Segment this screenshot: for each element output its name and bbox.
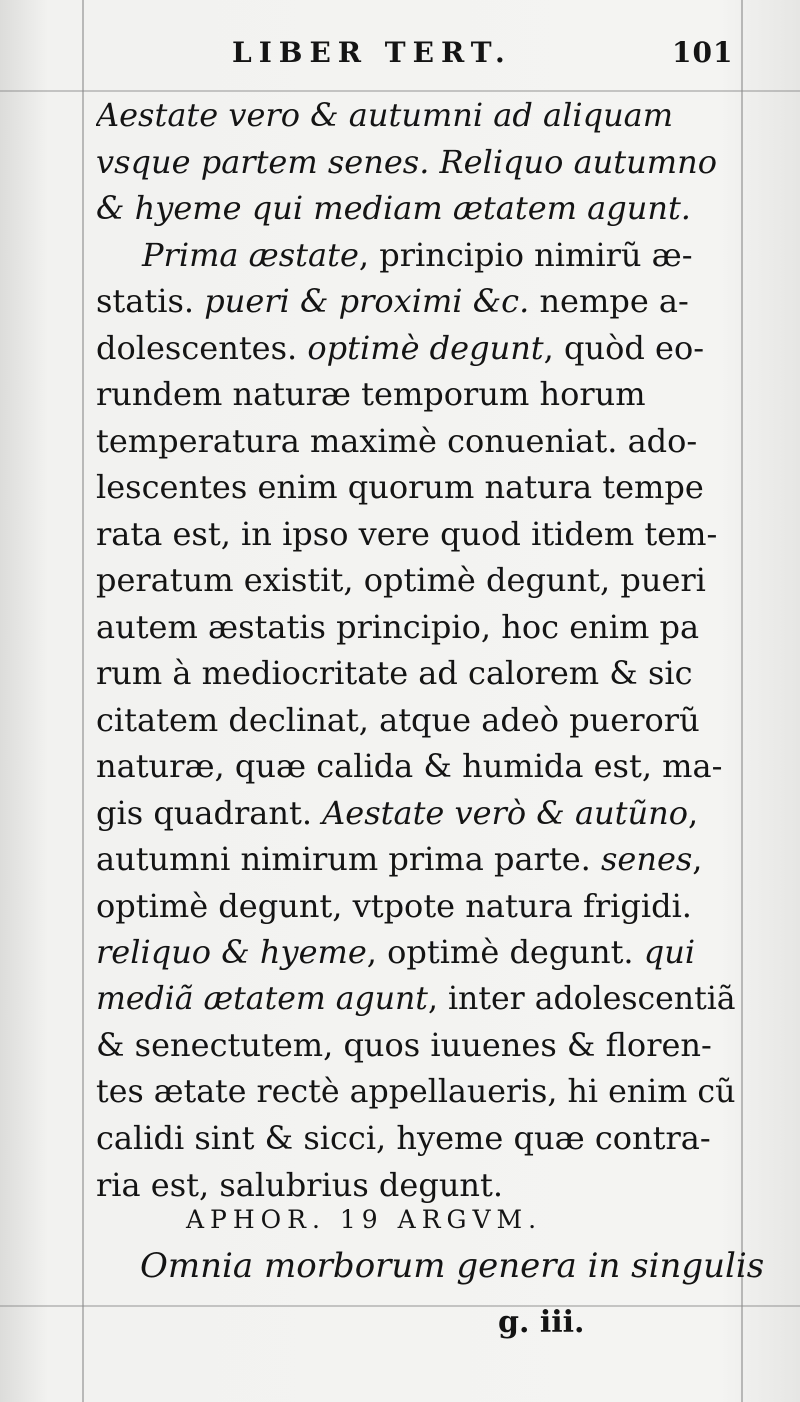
text-line (96, 464, 736, 511)
text-line (96, 697, 736, 744)
page-number: 101 (672, 36, 734, 69)
roman-segment: autumni nimirum prima parte. (96, 840, 601, 878)
italic-segment: Aestate verò & autũno (322, 793, 688, 832)
roman-segment: gis quadrant. (96, 793, 323, 832)
text-line (96, 743, 736, 790)
roman-segment: statis. (96, 282, 205, 320)
roman-segment: , optimè degunt. (366, 933, 644, 971)
text-line (96, 325, 736, 372)
roman-segment: autem æstatis principio, hoc enim pa (96, 607, 700, 646)
text-line (96, 883, 736, 930)
roman-segment: calidi sint & sicci, hyeme quæ contra- (96, 1119, 711, 1157)
italic-segment: Aestate vero & autumni ad aliquam (96, 96, 674, 134)
ruled-guide-left (82, 0, 84, 1402)
signature-mark: g. iii. (498, 1305, 585, 1340)
text-line (96, 604, 736, 651)
roman-segment: lescentes enim quorum natura tempe (96, 468, 704, 506)
body-text (96, 92, 736, 1208)
opening-line-next-aphorism: Omnia morborum genera in singulis (140, 1246, 765, 1286)
italic-segment: qui (643, 933, 696, 971)
roman-segment: , (692, 840, 703, 878)
text-line (96, 278, 736, 325)
text-line (96, 1022, 736, 1069)
aphorism-heading: APHOR. 19 ARGVM. (186, 1205, 543, 1234)
roman-segment: optimè degunt, vtpote natura frigidi. (96, 886, 692, 925)
italic-segment: senes (600, 840, 693, 878)
roman-segment: , inter adolescentiã (427, 980, 736, 1017)
italic-segment: mediã ætatem agunt (96, 980, 428, 1017)
text-line (96, 418, 736, 465)
roman-segment: nempe a- (529, 282, 689, 320)
italic-segment: Prima æstate (142, 235, 359, 274)
roman-segment: , principio nimirũ æ- (358, 235, 693, 274)
text-line (96, 371, 736, 418)
roman-segment: tes ætate rectè appellaueris, hi enim cũ (96, 1073, 736, 1110)
roman-segment: naturæ, quæ calida & humida est, ma- (96, 747, 723, 785)
text-line (96, 1162, 736, 1209)
text-line (96, 976, 736, 1023)
ruled-guide-right (741, 0, 743, 1402)
text-line (96, 929, 736, 976)
text-line (96, 1115, 736, 1162)
italic-segment: vsque partem senes. Reliquo autumno (96, 142, 717, 181)
roman-segment: rata est, in ipso vere quod itidem tem- (96, 514, 718, 553)
roman-segment: rum à mediocritate ad calorem & sic (96, 654, 693, 692)
text-line (96, 92, 736, 139)
text-line (96, 650, 736, 697)
text-line (96, 511, 736, 558)
running-title: LIBER TERT. (232, 36, 512, 69)
ruled-guide-bottom (0, 1305, 800, 1307)
text-line (96, 232, 736, 279)
running-header (0, 36, 800, 76)
text-line (96, 790, 736, 837)
italic-segment: reliquo & hyeme (96, 933, 367, 971)
text-line (96, 557, 736, 604)
roman-segment: peratum existit, optimè degunt, pueri (96, 561, 706, 599)
roman-segment: , (687, 793, 699, 832)
roman-segment: citatem declinat, atque adeò puerorũ (96, 700, 700, 739)
roman-segment: rundem naturæ temporum horum (96, 375, 646, 413)
italic-segment: & hyeme qui mediam ætatem agunt. (96, 189, 691, 227)
roman-segment: , quòd eo- (543, 328, 705, 367)
text-line (96, 836, 736, 883)
italic-segment: optimè degunt (307, 328, 544, 367)
italic-segment: pueri & proximi &c. (204, 282, 530, 320)
text-line (96, 1069, 736, 1116)
roman-segment: & senectutem, quos iuuenes & floren- (96, 1026, 712, 1064)
roman-segment: dolescentes. (96, 328, 308, 367)
text-line (96, 185, 736, 232)
roman-segment: temperatura maximè conueniat. ado- (96, 421, 698, 460)
text-line (96, 139, 736, 186)
roman-segment: ria est, salubrius degunt. (96, 1165, 504, 1204)
